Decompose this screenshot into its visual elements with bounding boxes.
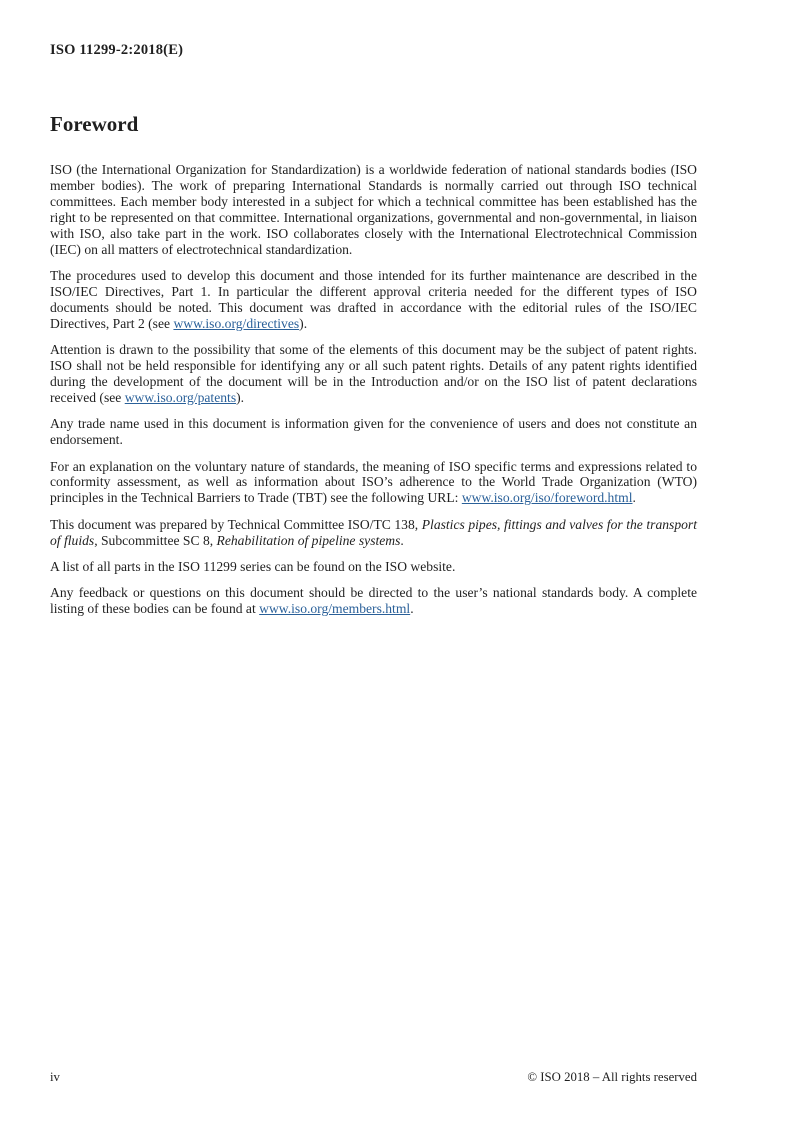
text-segment: , Subcommittee SC 8,: [94, 532, 217, 548]
document-footer: [50, 1070, 697, 1085]
text-segment: Any trade name used in this document is information given for the convenience of users and does not constitute an endorsement.: [50, 416, 697, 448]
text-segment: ).: [299, 315, 308, 331]
section-title: Foreword: [50, 112, 139, 136]
foreword-section: [50, 112, 697, 617]
committee-title-italic: Plastics pipes, fittings and valves for the transport of fluids: [50, 516, 697, 548]
link-iso-directives[interactable]: www.iso.org/directives: [173, 315, 300, 331]
paragraph-wto-tbt: [50, 459, 697, 507]
copyright-notice: © ISO 2018 – All rights reserved: [527, 1070, 697, 1084]
paragraph-trade-name: [50, 416, 697, 448]
link-iso-patents[interactable]: www.iso.org/patents: [124, 389, 237, 405]
text-segment: .: [400, 532, 404, 548]
page-number: iv: [50, 1070, 60, 1084]
document-reference: ISO 11299-2:2018(E): [50, 42, 184, 58]
document-header: [50, 42, 697, 59]
paragraph-series-list: [50, 559, 697, 575]
paragraph-procedures: [50, 268, 697, 332]
subcommittee-title-italic: Rehabilitation of pipeline systems: [216, 532, 401, 548]
text-segment: ISO (the International Organization for Standardization) is a worldwide federation of national standards bodies (ISO member bodies). The work of preparing International Standards is normally carried out through ISO technical committees. Each member body interested in a subject for which a technical committee has been established has the right to be represented on that committee. International organizations, governmental and non-governmental, in liaison with ISO, also take part in the work. ISO collaborates closely with the International Electrotechnical Commission (IEC) on all matters of electrotechnical standardization.: [50, 162, 697, 257]
text-segment: This document was prepared by Technical Committee ISO/TC 138,: [50, 516, 422, 532]
link-iso-members[interactable]: www.iso.org/members.html: [259, 601, 411, 617]
text-segment: .: [632, 490, 636, 506]
paragraph-iso-federation: [50, 162, 697, 257]
paragraph-committee: [50, 517, 697, 549]
paragraph-feedback: [50, 585, 697, 617]
text-segment: For an explanation on the voluntary nature of standards, the meaning of ISO specific terms and expressions related to conformity assessment, as well as information about ISO’s adherence to the World Trade Organization (WTO) principles in the Technical Barriers to Trade (TBT) see the following URL:: [50, 458, 697, 506]
text-segment: A list of all parts in the ISO 11299 series can be found on the ISO website.: [50, 559, 456, 575]
text-segment: Attention is drawn to the possibility that some of the elements of this document may be the subject of patent rights. ISO shall not be held responsible for identifying any or all such patent rights. Details of any patent rights identified during the development of the document will be in the Introduction and/or on the ISO list of patent declarations received (see: [50, 342, 697, 405]
text-segment: The procedures used to develop this document and those intended for its further maintenance are described in the ISO/IEC Directives, Part 1. In particular the different approval criteria needed for the different types of ISO documents should be noted. This document was drafted in accordance with the editorial rules of the ISO/IEC Directives, Part 2 (see: [50, 267, 697, 331]
text-segment: Any feedback or questions on this document should be directed to the user’s national standards body. A complete listing of these bodies can be found at: [50, 585, 697, 617]
text-segment: ).: [236, 389, 245, 405]
text-segment: .: [410, 601, 414, 617]
paragraph-patent-rights: [50, 342, 697, 406]
link-iso-foreword[interactable]: www.iso.org/iso/foreword.html: [461, 490, 633, 506]
